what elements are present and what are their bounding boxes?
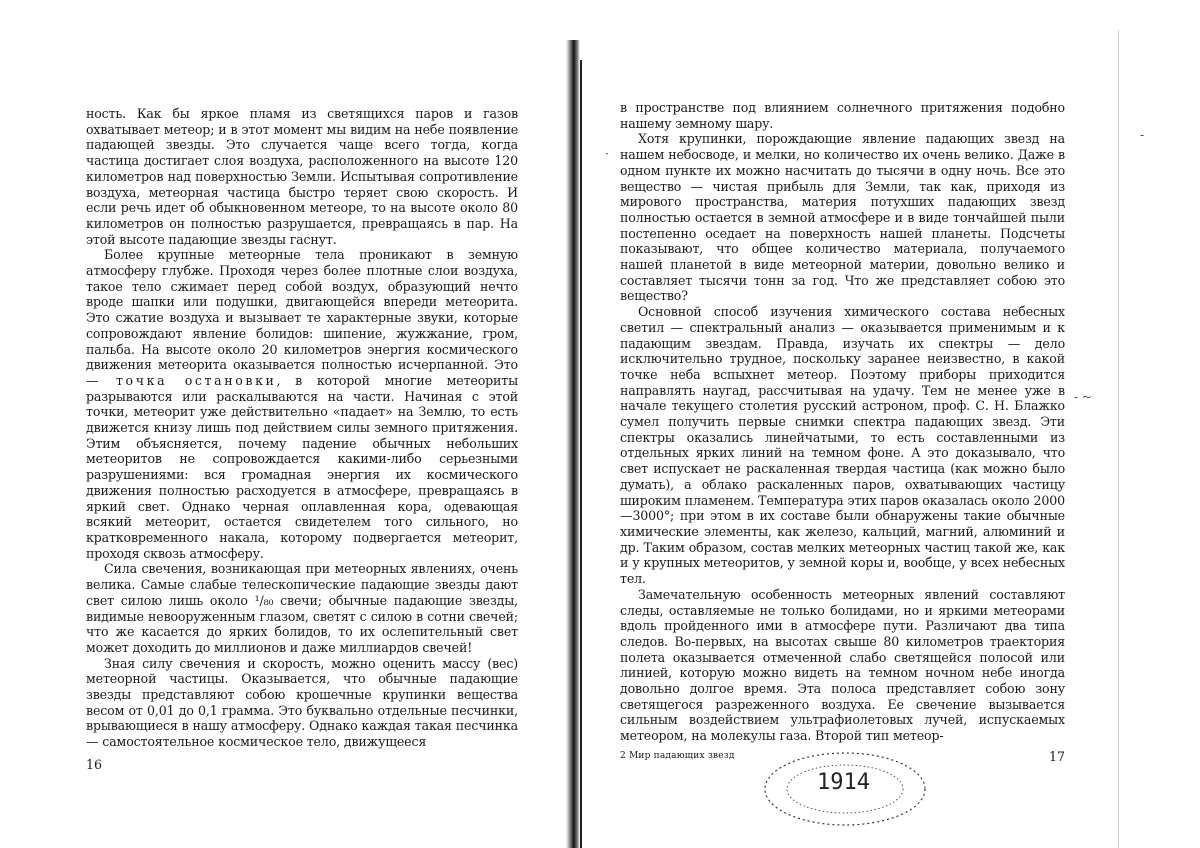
gutter-shadow-line	[580, 60, 582, 848]
margin-mark: ·	[605, 147, 609, 161]
paragraph: Зная силу свечения и скорость, можно оценить массу (вес) метеорной частицы. Оказывается, что обычные падающие звезды представляют собою крошечные крупинки вещества весом от 0,01 до 0,1 грамма. Это буквально отдельные песчинки, врывающиеся в нашу атмосферу. Однако каждая такая песчинка — самостоятельное космическое тело, движущееся	[86, 655, 518, 750]
paragraph-text: , в которой многие метеориты разрываются или раскалываются на части. Начиная с этой точки, метеорит уже действительно «падает» на Землю, то есть движется книзу лишь под действием силы земного притяжения. Этим объясняется, почему падение обычных небольших метеоритов не сопровождается какими-либо серьезными разрушениями: вся громадная энергия их космического движения полностью расходуется в атмосфере, превращаясь в яркий свет. Однако черная оплавленная кора, одевающая всякий метеорит, остается свидетелем того сильного, но кратковременного накала, которому подвергается метеорит, проходя сквозь атмосферу.	[86, 372, 518, 561]
stamp-year: 1914	[817, 770, 870, 795]
margin-mark: -	[1140, 128, 1145, 142]
left-page-text	[86, 106, 518, 750]
paragraph: Замечательную особенность метеорных явлений составляют следы, оставляемые не только болидами, но и яркими метеорами вдоль пройденного ими в атмосфере пути. Различают два типа следов. Во-первых, на высотах свыше 80 километров траектория полета оказывается отмеченной слабо светящейся полосой или линией, которую можно видеть на темном ночном небе иногда довольно долгое время. Эта полоса представляет собою зону светящегося разреженного воздуха. Ее свечение вызывается сильным воздействием ультрафиолетовых лучей, испускаемых метеором, на молекулы газа. Второй тип метеор-	[620, 586, 1065, 744]
paragraph: в пространстве под влиянием солнечного притяжения подобно нашему земному шару.	[620, 100, 1065, 131]
margin-mark: - ~	[1074, 390, 1092, 404]
library-stamp	[745, 745, 945, 845]
signature-mark: 2 Мир падающих звезд	[620, 751, 735, 761]
emphasized-phrase: точка остановки	[98, 372, 277, 388]
paragraph: ность. Как бы яркое пламя из светящихся паров и газов охватывает метеор; и в этот момент мы видим на небе появление падающей звезды. Это случается чаще всего тогда, когда частица достигает слоя воздуха, расположенного на высоте 120 километров над поверхностью Земли. Испытывая сопротивление воздуха, метеорная частица быстро теряет свою скорость. И если речь идет об обыкновенном метеоре, то на высоте около 80 километров он полностью разрушается, превращаясь в пар. На этой высоте падающие звезды гаснут.	[86, 106, 518, 247]
page-edge	[1118, 30, 1119, 848]
page-number-right: 17	[1048, 749, 1065, 764]
paragraph: Основной способ изучения химического состава небесных светил — спектральный анализ — оказывается применимым и к падающим звездам. Правда, изучать их спектры — дело исключительно трудное, поскольку заранее неизвестно, в какой точке неба вспыхнет метеор. Поэтому приборы приходится направлять наугад, рассчитывая на удачу. Тем не менее уже в начале текущего столетия русский астроном, проф. С. Н. Блажко сумел получить первые снимки спектра падающих звезд. Эти спектры оказались линейчатыми, то есть составленными из отдельных ярких линий на темном фоне. А это доказывало, что свет испускает не раскаленная твердая частица (как можно было думать), а облако раскаленных паров, охватывающих частицу широким пламенем. Температура этих паров оказалась около 2000—3000°; при этом в их составе были обнаружены такие обычные химические элементы, как железо, кальций, магний, алюминий и др. Таким образом, состав мелких метеорных частиц такой же, как и у крупных метеоритов, у земной коры и, вообще, у всех небесных тел.	[620, 304, 1065, 587]
page-number-left: 16	[86, 757, 103, 772]
paragraph: Сила свечения, возникающая при метеорных явлениях, очень велика. Самые слабые телескопические падающие звезды дают свет силою лишь около ¹/₈₀ свечи; обычные падающие звезды, видимые невооруженным глазом, светят с силою в сотни свечей; что же касается до ярких болидов, то их ослепительный свет может доходить до миллионов и даже миллиардов свечей!	[86, 561, 518, 655]
right-page-text	[620, 100, 1065, 744]
paragraph: Хотя крупинки, порождающие явление падающих звезд на нашем небосводе, и мелки, но количество их очень велико. Даже в одном пункте их можно насчитать до тысячи в одну ночь. Все это вещество — чистая прибыль для Земли, так как, приходя из мирового пространства, материя потухших падающих звезд полностью остается в земной атмосфере и в виде тончайшей пыли постепенно оседает на поверхность нашей планеты. Подсчеты показывают, что общее количество материала, получаемого нашей планетой в виде метеорной материи, довольно велико и составляет тысячи тонн за год. Что же представляет собою это вещество?	[620, 131, 1065, 304]
paragraph: Более крупные метеорные тела проникают в земную атмосферу глубже. Проходя через более плотные слои воздуха, такое тело сжимает перед собой воздух, образующий нечто вроде шапки или подушки, двигающейся впереди метеорита. Это сжатие воздуха и вызывает те характерные звуки, которые сопровождают явление болидов: шипение, жужжание, гром, пальба. На высоте около 20 километров энергия космического движения метеорита оказывается полностью исчерпанной. Это — точка остановки, в которой многие метеориты разрываются или раскалываются на части. Начиная с этой точки, метеорит уже действительно «падает» на Землю, то есть движется книзу лишь под действием силы земного притяжения. Этим объясняется, почему падение обычных небольших метеоритов не сопровождается какими-либо серьезными разрушениями: вся громадная энергия их космического движения полностью расходуется в атмосфере, превращаясь в яркий свет. Однако черная оплавленная кора, одевающая всякий метеорит, остается свидетелем того сильного, но кратковременного накала, которому подвергается метеорит, проходя сквозь атмосферу.	[86, 247, 518, 561]
book-gutter	[566, 40, 580, 848]
